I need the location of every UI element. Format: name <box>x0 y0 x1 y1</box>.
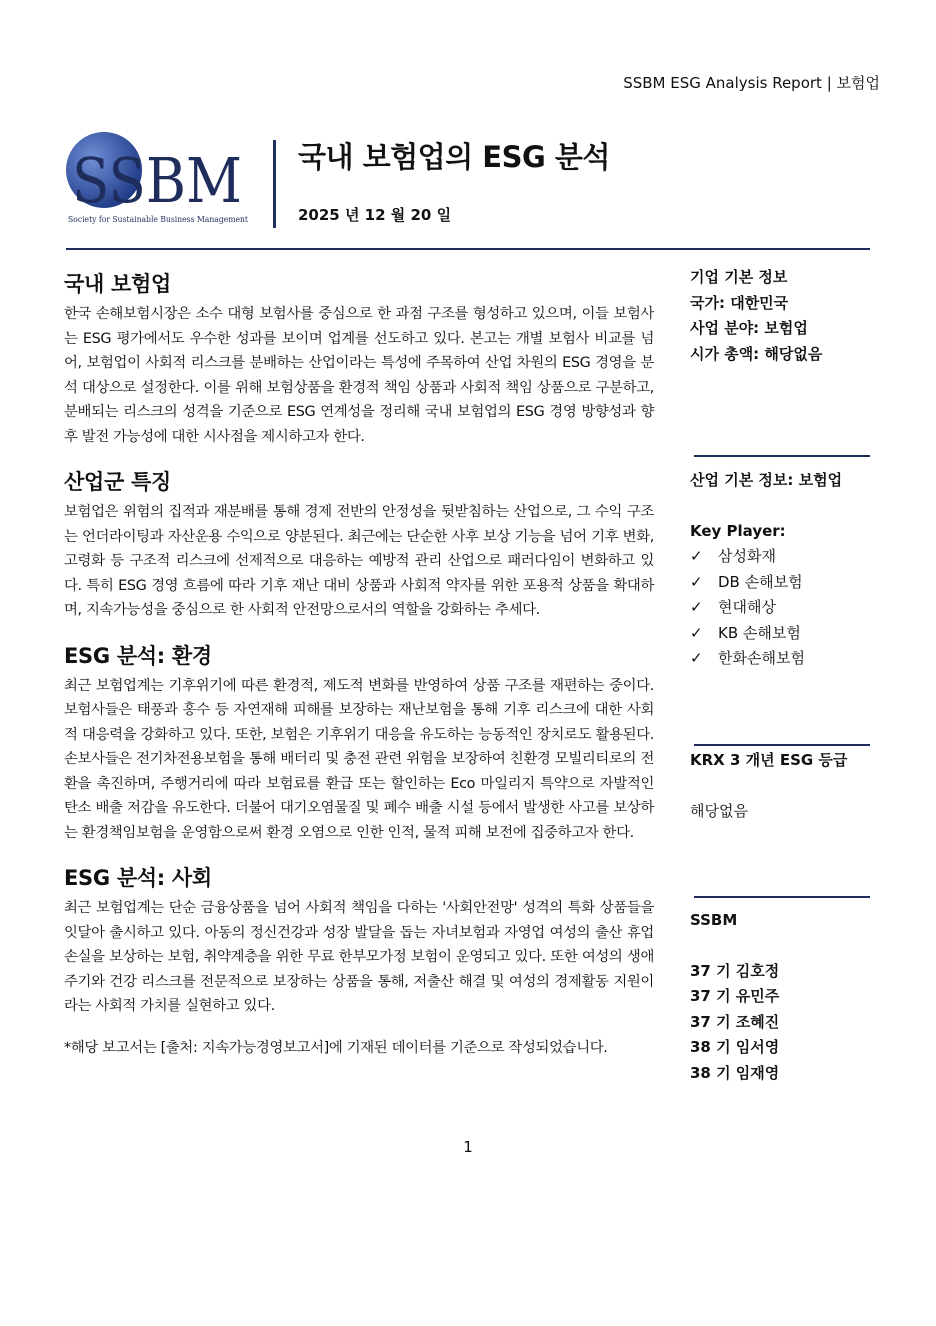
key-player-list <box>690 544 872 672</box>
list-item: 38 기 임재영 <box>690 1063 780 1082</box>
list-item: 37 기 조혜진 <box>690 1012 780 1031</box>
section-heading: 국내 보험업 <box>64 272 171 296</box>
section-domestic-insurance <box>64 268 654 449</box>
header-rule <box>66 248 870 250</box>
industry-info-title: 산업 기본 정보: 보험업 <box>690 471 843 489</box>
sidebar-rule <box>694 455 870 457</box>
company-business-field: 사업 분야: 보험업 <box>690 319 808 337</box>
ssbm-title: SSBM <box>690 911 738 929</box>
title-separator <box>273 140 276 228</box>
main-content <box>64 268 654 1057</box>
check-icon: ✓ <box>690 598 703 616</box>
source-note: *해당 보고서는 [출처: 지속가능경영보고서]에 기재된 데이터를 기준으로 작성되었습니다. <box>64 1039 608 1056</box>
sidebar-rule <box>694 744 870 746</box>
list-item: ✓ 한화손해보험 <box>690 646 872 672</box>
check-icon: ✓ <box>690 649 703 667</box>
list-item: ✓ KB 손해보험 <box>690 621 872 647</box>
company-market-cap: 시가 총액: 해당없음 <box>690 344 823 363</box>
section-heading: ESG 분석: 사회 <box>64 866 212 890</box>
key-player-label: Key Player: <box>690 521 786 540</box>
report-date: 2025 년 12 월 20 일 <box>298 206 452 224</box>
section-esg-social <box>64 862 654 1019</box>
section-esg-environment <box>64 640 654 846</box>
company-info-title: 기업 기본 정보 <box>690 268 788 286</box>
logo-subtitle: Society for Sustainable Business Management <box>68 214 249 224</box>
list-item: ✓ DB 손해보험 <box>690 570 872 596</box>
ssbm-logo <box>64 130 250 226</box>
industry-info-box <box>690 468 872 672</box>
ssbm-members-box <box>690 908 872 1086</box>
page-number: 1 <box>463 1138 473 1156</box>
company-info-box <box>690 265 872 367</box>
section-body: 보험업은 위험의 집적과 재분배를 통해 경제 전반의 안정성을 뒷받침하는 산업으로, 그 수익 구조는 언더라이팅과 자산운용 수익으로 양분된다. 최근에는 단순한 사후 보상 기능을 넘어 기후 변화, 고령화 등 구조적 리스크에 선제적으로 대응하는 예방적 관리 산업으로 패러다임이 변화하고 있다. 특히 ESG 경영 흐름에 따라 기후 재난 대비 상품과 사회적 약자를 위한 포용적 상품을 확대하며, 지속가능성을 중심으로 한 사회적 안전망으로서의 역할을 강화하는 추세다. <box>64 504 654 618</box>
krx-grade-value: 해당없음 <box>690 801 748 820</box>
krx-grade-box <box>690 748 872 824</box>
company-country: 국가: 대한민국 <box>690 293 789 312</box>
section-body: 최근 보험업계는 단순 금융상품을 넘어 사회적 책임을 다하는 '사회안전망' 성격의 특화 상품들을 잇달아 출시하고 있다. 아동의 정신건강과 성장 발달을 돕는 자녀보험과 자영업 여성의 출산 휴업 손실을 보상하는 보험, 취약계층을 위한 무료 한부모가정 보험이 운영되고 있다. 또한 여성의 생애주기와 건강 리스크를 전문적으로 보장하는 상품을 통해, 저출산 해결 및 여성의 경제활동 지원이라는 사회적 가치를 실현하고 있다. <box>64 900 654 1014</box>
section-heading: 산업군 특징 <box>64 470 171 494</box>
sidebar-rule <box>694 896 870 898</box>
report-header: SSBM ESG Analysis Report | 보험업 <box>623 74 880 92</box>
list-item: ✓ 삼성화재 <box>690 544 872 570</box>
check-icon: ✓ <box>690 547 703 565</box>
check-icon: ✓ <box>690 623 703 642</box>
krx-grade-title: KRX 3 개년 ESG 등급 <box>690 751 848 769</box>
list-item: 38 기 임서영 <box>690 1038 780 1056</box>
section-heading: ESG 분석: 환경 <box>64 643 212 668</box>
list-item: 37 기 김호정 <box>690 961 780 980</box>
check-icon: ✓ <box>690 572 703 591</box>
list-item: 37 기 유민주 <box>690 987 780 1005</box>
page-title: 국내 보험업의 ESG 분석 <box>298 140 610 174</box>
member-list <box>690 959 872 1087</box>
list-item: ✓ 현대해상 <box>690 595 872 621</box>
section-body: 최근 보험업계는 기후위기에 따른 환경적, 제도적 변화를 반영하여 상품 구조를 재편하는 중이다. 보험사들은 태풍과 홍수 등 자연재해 피해를 보장하는 재난보험을 통해 기후 리스크에 대한 사회적 대응력을 강화하고 있다. 또한, 보험은 기후위기 대응을 유도하는 능동적인 장치로도 활용된다. 손보사들은 전기차전용보험을 통해 배터리 및 충전 관련 위험을 보장하여 친환경 모빌리티로의 전환을 촉진하며, 주행거리에 따라 보험료를 환급 또는 할인하는 Eco 마일리지 특약으로 자발적인 탄소 배출 저감을 유도한다. 더불어 대기오염물질 및 폐수 배출 시설 등에서 발생한 사고를 보상하는 환경책임보험을 운영함으로써 환경 오염으로 인한 인적, 물적 피해 보전에 집중하고자 한다. <box>64 677 654 841</box>
logo-wordmark: SSBM <box>72 144 242 217</box>
section-industry-features <box>64 466 654 623</box>
section-body: 한국 손해보험시장은 소수 대형 보험사를 중심으로 한 과점 구조를 형성하고 있으며, 이들 보험사는 ESG 평가에서도 우수한 성과를 보이며 업계를 선도하고 있다. 본고는 개별 보험사 비교를 넘어, 보험업이 사회적 리스크를 분배하는 산업이라는 특성에 주목하여 산업 차원의 ESG 경영을 분석 대상으로 설정한다. 이를 위해 보험상품을 환경적 책임 상품과 사회적 책임 상품으로 구분하고, 분배되는 리스크의 성격을 기준으로 ESG 연계성을 정리해 국내 보험업의 ESG 경영 방향성과 향후 발전 가능성에 대한 시사점을 제시하고자 한다. <box>64 306 654 445</box>
